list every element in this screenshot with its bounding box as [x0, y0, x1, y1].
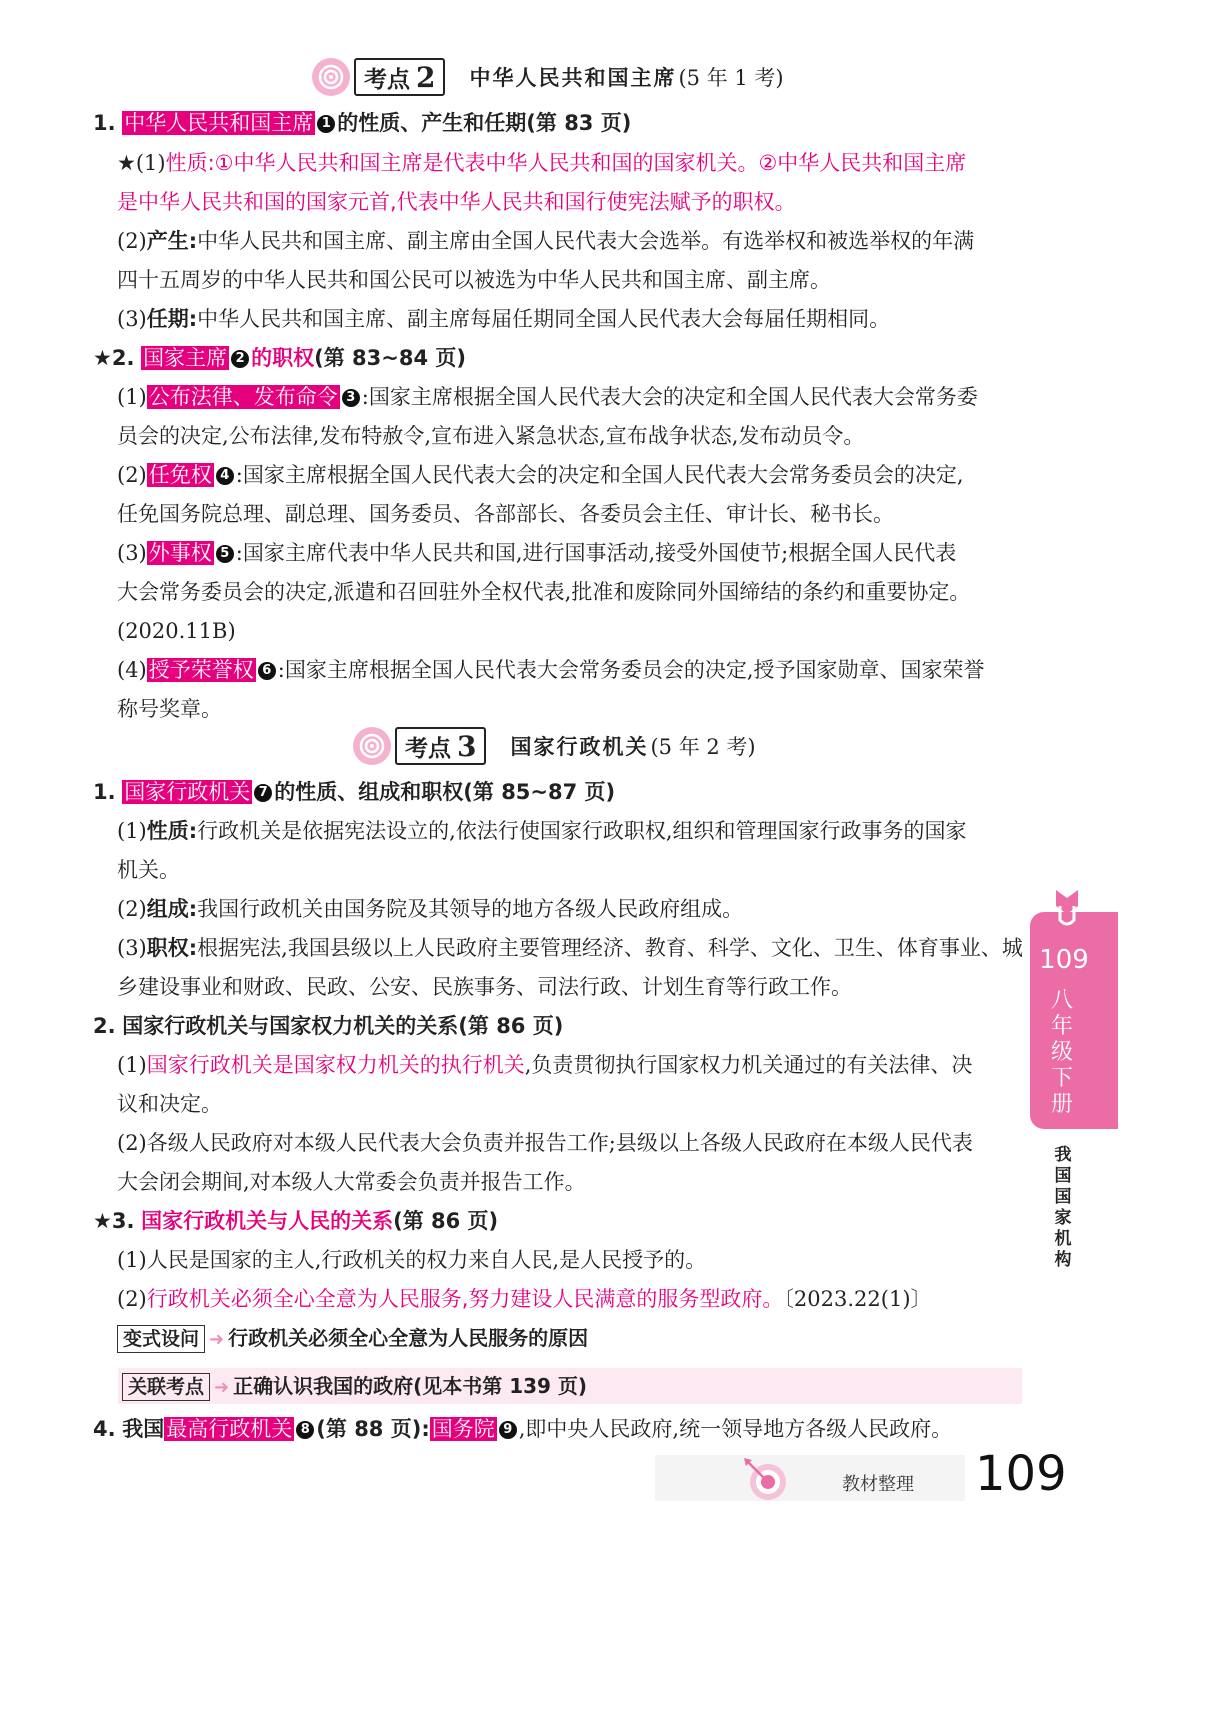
variant-question	[117, 1323, 588, 1355]
sub-label: 任期:	[146, 307, 198, 331]
body-text: 中华人民共和国主席、副主席每届任期同全国人民代表大会每届任期相同。	[197, 307, 891, 331]
text-line	[117, 894, 743, 924]
item-number: 2.	[93, 1014, 116, 1038]
text-line: 大会常务委员会的决定,派遣和召回驻外全权代表,批准和废除同外国缔结的条约和重要协定。	[117, 580, 971, 604]
related-text: 正确认识我国的政府(见本书第 139 页)	[233, 1374, 588, 1398]
text-line	[117, 304, 890, 334]
grade-char: 八	[1050, 988, 1073, 1013]
page-ref: (第 88 页):	[316, 1417, 430, 1441]
sub-label: 产生:	[146, 229, 198, 253]
body-text: ,负责贯彻执行国家权力机关通过的有关法律、决	[524, 1053, 973, 1077]
unit-char: 我	[1054, 1145, 1072, 1165]
body-text: 各级人民政府对本级人民代表大会负责并报告工作;县级以上各级人民政府在本级人民代表	[146, 1131, 973, 1155]
text-line	[117, 1245, 706, 1275]
sub-number: (4)	[117, 658, 147, 682]
highlight-term: 国家主席	[143, 346, 228, 370]
body-text: 中华人民共和国主席、副主席由全国人民代表大会选举。有选举权和被选举权的年满	[197, 229, 975, 253]
heading-line	[93, 108, 631, 138]
sub-number: (2)	[117, 1131, 147, 1155]
section-title: 中华人民共和国主席	[469, 66, 677, 90]
text-line	[117, 1284, 932, 1314]
text-line	[117, 148, 966, 178]
item-number: 4.	[93, 1417, 116, 1441]
related-point	[122, 1371, 587, 1403]
section-header-2	[0, 58, 1224, 102]
item-number: 1.	[93, 111, 116, 135]
text-line: 大会闭会期间,对本级人大常委会负责并报告工作。	[117, 1170, 586, 1194]
section-header-3	[0, 727, 1224, 771]
sub-label: 组成:	[146, 897, 198, 921]
key-text-line: 是中华人民共和国的国家元首,代表中华人民共和国行使宪法赋予的职权。	[117, 190, 796, 214]
highlight-term: 最高行政机关	[166, 1417, 293, 1441]
highlight-term: 公布法律、发布命令	[148, 385, 338, 409]
heading-line	[93, 777, 615, 807]
unit-char: 国	[1054, 1166, 1072, 1186]
text-line: 机关。	[117, 858, 180, 882]
kaodian-label: 考点	[364, 66, 410, 93]
unit-char: 国	[1054, 1187, 1072, 1207]
footnote-marker: 9	[499, 1421, 517, 1439]
body-text: :国家主席代表中华人民共和国,进行国事活动,接受外国使节;根据全国人民代表	[235, 541, 957, 565]
text-line: 乡建设事业和财政、民政、公安、民族事务、司法行政、计划生育等行政工作。	[117, 975, 852, 999]
footer-label: 教材整理	[842, 1474, 914, 1495]
arrow-right-icon: ➜	[209, 1329, 225, 1350]
text-line	[117, 382, 978, 412]
highlight-term: 中华人民共和国主席	[124, 111, 314, 135]
text-line	[117, 1050, 972, 1080]
sub-number: (1)	[117, 1248, 147, 1272]
highlight-term: 外事权	[148, 541, 212, 565]
sub-number: (2)	[117, 897, 147, 921]
footnote-marker: 1	[317, 115, 335, 133]
text-line: 议和决定。	[117, 1092, 222, 1116]
sub-number: (3)	[117, 936, 147, 960]
section-title: 国家行政机关	[510, 735, 649, 759]
kaodian-label: 考点	[405, 735, 451, 762]
section-frequency: (5 年 2 考)	[650, 735, 756, 759]
body-text: ,即中央人民政府,统一领导地方各级人民政府。	[518, 1417, 953, 1441]
heading-line	[93, 343, 466, 373]
related-tag: 关联考点	[122, 1373, 210, 1401]
key-text: 国家行政机关是国家权力机关的执行机关	[146, 1053, 525, 1077]
highlight-term: 任免权	[148, 463, 212, 487]
highlight-term: 国家行政机关	[124, 780, 251, 804]
text-line	[117, 538, 956, 568]
sub-number: (2)	[117, 1287, 147, 1311]
footer-bar	[655, 1455, 965, 1501]
grade-char: 册	[1050, 1092, 1073, 1117]
item-number: 1.	[93, 780, 116, 804]
sub-label: 性质:	[146, 819, 198, 843]
heading-text: 国家行政机关与人民的关系	[141, 1209, 394, 1233]
text-line	[117, 1128, 973, 1158]
body-text: 根据宪法,我国县级以上人民政府主要管理经济、教育、科学、文化、卫生、体育事业、城	[197, 936, 1023, 960]
bookmark-icon	[1054, 888, 1080, 932]
text-line: 任免国务院总理、副总理、国务委员、各部部长、各委员会主任、审计长、秘书长。	[117, 502, 894, 526]
exam-ref: (2020.11B)	[117, 619, 236, 643]
sub-number: (1)	[117, 385, 147, 409]
grade-char: 下	[1050, 1066, 1073, 1091]
body-text: 行政机关是依据宪法设立的,依法行使国家行政职权,组织和管理国家行政事务的国家	[197, 819, 967, 843]
kaodian-number: 3	[457, 729, 477, 763]
text-line	[117, 226, 974, 256]
arrow-right-icon: ➜	[214, 1377, 230, 1398]
grade-char: 年	[1050, 1014, 1073, 1039]
side-page-number: 109	[1039, 945, 1089, 975]
sub-number: (3)	[117, 307, 147, 331]
sub-number: (3)	[117, 541, 147, 565]
item-number: ★3.	[93, 1209, 135, 1233]
body-text: :国家主席根据全国人民代表大会常务委员会的决定,授予国家勋章、国家荣誉	[277, 658, 985, 682]
text-line: 称号奖章。	[117, 697, 222, 721]
text-line	[117, 816, 967, 846]
heading-text: 的职权	[251, 346, 315, 370]
unit-char: 构	[1054, 1250, 1072, 1270]
text-line: 四十五周岁的中华人民共和国公民可以被选为中华人民共和国主席、副主席。	[117, 268, 831, 292]
footnote-marker: 8	[296, 1421, 314, 1439]
page-ref: (第 86 页)	[393, 1209, 499, 1233]
body-text: 我国行政机关由国务院及其领导的地方各级人民政府组成。	[197, 897, 744, 921]
sub-number: (2)	[117, 229, 147, 253]
body-text: :国家主席根据全国人民代表大会的决定和全国人民代表大会常务委员会的决定,	[235, 463, 964, 487]
kaodian-box	[354, 58, 445, 96]
footnote-marker: 4	[216, 467, 234, 485]
text-line	[117, 460, 964, 490]
sub-number: (1)	[135, 151, 166, 175]
exam-ref: 〔2023.22(1)〕	[783, 1287, 932, 1311]
footnote-marker: 2	[231, 350, 249, 368]
item-number: ★2.	[93, 346, 135, 370]
target-icon	[740, 1456, 792, 1502]
sub-number: (2)	[117, 463, 147, 487]
body-text: :国家主席根据全国人民代表大会的决定和全国人民代表大会常务委	[361, 385, 978, 409]
highlight-term: 国务院	[431, 1417, 495, 1441]
heading-text: 的性质、产生和任期(第 83 页)	[337, 111, 632, 135]
section-frequency: (5 年 1 考)	[678, 66, 784, 90]
sub-label: 职权:	[146, 936, 198, 960]
footnote-marker: 5	[216, 545, 234, 563]
target-icon	[312, 58, 350, 96]
variant-text: 行政机关必须全心全意为人民服务的原因	[228, 1326, 589, 1350]
heading-line	[93, 1414, 952, 1444]
heading-text: 我国	[122, 1417, 165, 1441]
key-text: 行政机关必须全心全意为人民服务,努力建设人民满意的服务型政府。	[146, 1287, 784, 1311]
highlight-term: 授予荣誉权	[148, 658, 254, 682]
kaodian-number: 2	[416, 60, 436, 94]
unit-char: 家	[1054, 1208, 1072, 1228]
heading-line	[93, 1011, 563, 1041]
sub-label: 性质:	[165, 151, 215, 175]
key-text: ①中华人民共和国主席是代表中华人民共和国的国家机关。②中华人民共和国主席	[214, 151, 967, 175]
heading-line	[93, 1206, 498, 1236]
text-line	[117, 933, 1023, 963]
page-number: 109	[975, 1446, 1067, 1502]
unit-char: 机	[1054, 1229, 1072, 1249]
kaodian-box	[395, 727, 486, 765]
star-icon: ★	[117, 151, 136, 175]
footnote-marker: 6	[258, 662, 276, 680]
footnote-marker: 3	[342, 389, 360, 407]
variant-tag: 变式设问	[117, 1325, 205, 1353]
body-text: 人民是国家的主人,行政机关的权力来自人民,是人民授予的。	[146, 1248, 707, 1272]
heading-text: 国家行政机关与国家权力机关的关系(第 86 页)	[122, 1014, 564, 1038]
heading-text: 的性质、组成和职权(第 85~87 页)	[274, 780, 616, 804]
footnote-marker: 7	[254, 784, 272, 802]
page-ref: (第 83~84 页)	[314, 346, 466, 370]
grade-char: 级	[1050, 1040, 1073, 1065]
sub-number: (1)	[117, 1053, 147, 1077]
text-line: 员会的决定,公布法律,发布特赦令,宣布进入紧急状态,宣布战争状态,发布动员令。	[117, 424, 865, 448]
unit-label	[1052, 1145, 1074, 1271]
grade-label	[1048, 988, 1076, 1118]
target-icon	[353, 727, 391, 765]
text-line	[117, 655, 985, 685]
sub-number: (1)	[117, 819, 147, 843]
